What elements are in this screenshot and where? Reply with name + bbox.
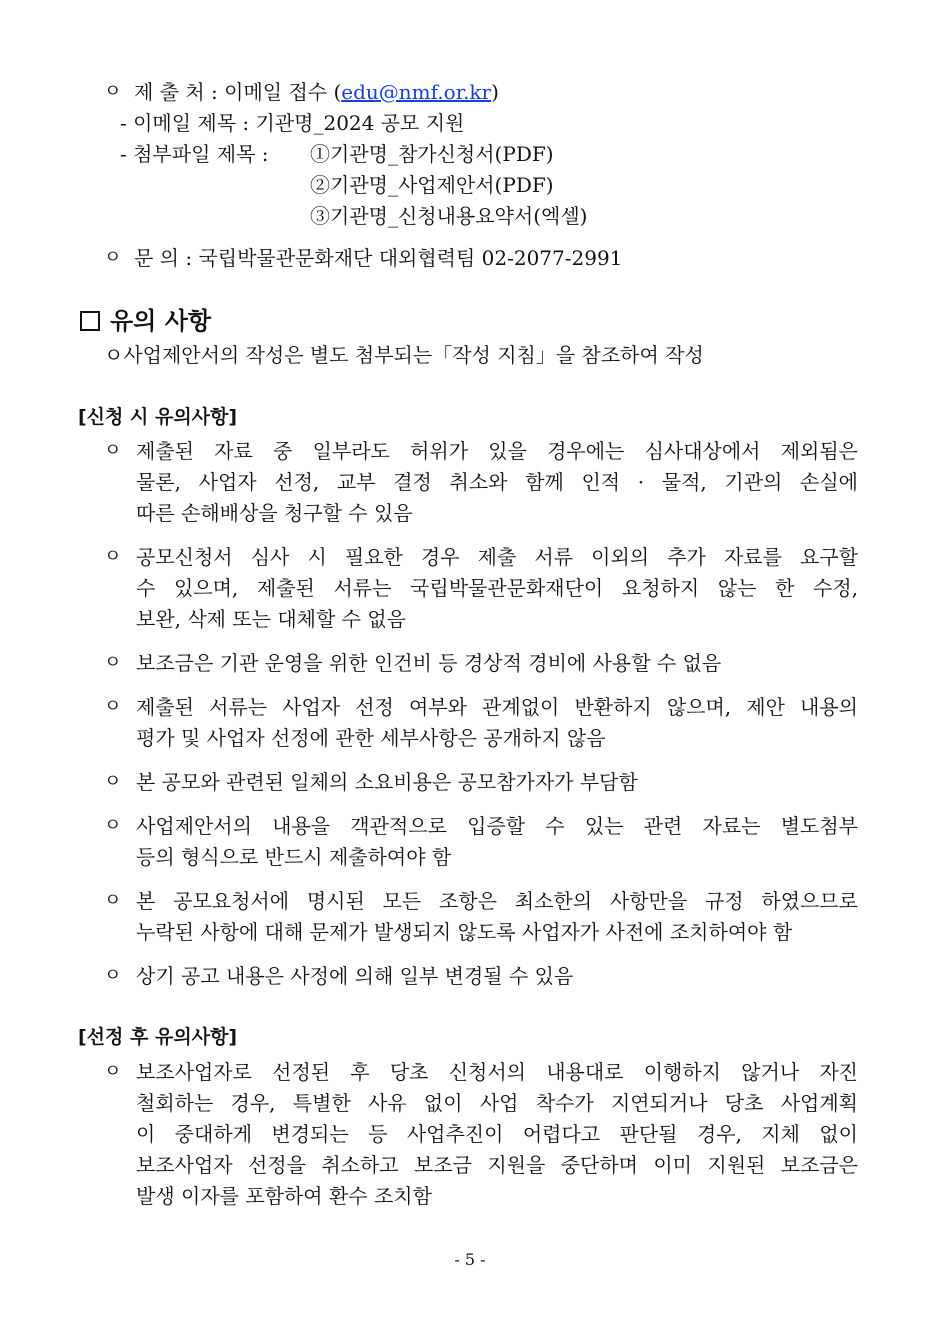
- notes-intro: ㅇ사업제안서의 작성은 별도 첨부되는「작성 지침」을 참조하여 작성: [104, 343, 704, 367]
- inquiry-line: 문 의 : 국립박물관문화재단 대외협력팀 02-2077-2991: [134, 246, 623, 270]
- list-item-line: 평가 및 사업자 선정에 관한 세부사항은 공개하지 않음: [136, 726, 606, 750]
- list-item-line: 상기 공고 내용은 사정에 의해 일부 변경될 수 있음: [136, 964, 574, 988]
- list-item-line: 사업제안서의 내용을 객관적으로 입증할 수 있는 관련 자료는 별도첨부: [136, 814, 858, 838]
- submission-close: ): [491, 80, 499, 104]
- checkbox-square-icon: [80, 311, 100, 331]
- list-item-line: 등의 형식으로 반드시 제출하여야 함: [136, 845, 452, 869]
- list-item-line: 누락된 사항에 대해 문제가 발생되지 않도록 사업자가 사전에 조치하여야 함: [136, 920, 793, 944]
- bullet-icon: ㅇ: [104, 965, 122, 986]
- list-item-line: 본 공모와 관련된 일체의 소요비용은 공모참가자가 부담함: [136, 770, 638, 794]
- list-item-line: 보조사업자 선정을 취소하고 보조금 지원을 중단하며 이미 지원된 보조금은: [136, 1153, 858, 1177]
- bullet-icon: ㅇ: [104, 1061, 122, 1082]
- list-item-line: 제출된 서류는 사업자 선정 여부와 관계없이 반환하지 않으며, 제안 내용의: [136, 695, 858, 719]
- bullet-icon: ㅇ: [104, 696, 122, 717]
- section-title-text: 유의 사항: [110, 307, 212, 335]
- list-item-line: 발생 이자를 포함하여 환수 조치함: [136, 1184, 432, 1208]
- list-item-line: 보조금은 기관 운영을 위한 인건비 등 경상적 경비에 사용할 수 없음: [136, 651, 722, 675]
- attachment-item: ①기관명_참가신청서(PDF): [310, 142, 554, 166]
- list-item-line: 수 있으며, 제출된 서류는 국립박물관문화재단이 요청하지 않는 한 수정,: [136, 576, 858, 600]
- attachment-item: ③기관명_신청내용요약서(엑셀): [310, 204, 588, 228]
- email-link[interactable]: edu@nmf.or.kr: [341, 80, 492, 104]
- bullet-icon: ㅇ: [104, 815, 122, 836]
- list-item-line: 보조사업자로 선정된 후 당초 신청서의 내용대로 이행하지 않거나 자진: [136, 1060, 858, 1084]
- bullet-icon: ㅇ: [104, 247, 122, 268]
- list-item-line: 이 중대하게 변경되는 등 사업추진이 어렵다고 판단될 경우, 지체 없이: [136, 1122, 858, 1146]
- attachment-item: ②기관명_사업제안서(PDF): [310, 173, 554, 197]
- submission-line: [134, 80, 499, 104]
- list-item-line: 보완, 삭제 또는 대체할 수 없음: [136, 607, 406, 631]
- bullet-icon: ㅇ: [104, 652, 122, 673]
- section-title: [80, 306, 211, 336]
- list-item-line: 따른 손해배상을 청구할 수 있음: [136, 501, 413, 525]
- bullet-icon: ㅇ: [104, 81, 122, 102]
- bullet-icon: ㅇ: [104, 546, 122, 567]
- list-item-line: 물론, 사업자 선정, 교부 결정 취소와 함께 인적 · 물적, 기관의 손실에: [136, 470, 858, 494]
- list-item-line: 본 공모요청서에 명시된 모든 조항은 최소한의 사항만을 규정 하였으므로: [136, 889, 858, 913]
- list-item-line: 제출된 자료 중 일부라도 허위가 있을 경우에는 심사대상에서 제외됨은: [136, 439, 858, 463]
- bullet-icon: ㅇ: [104, 890, 122, 911]
- attachment-label: - 첨부파일 제목 :: [120, 142, 269, 166]
- selection-heading: [선정 후 유의사항]: [78, 1026, 238, 1048]
- page-number: - 5 -: [454, 1250, 486, 1269]
- submission-label: 제 출 처 : 이메일 접수 (: [134, 80, 342, 104]
- bullet-icon: ㅇ: [104, 771, 122, 792]
- bullet-icon: ㅇ: [104, 440, 122, 461]
- list-item-line: 공모신청서 심사 시 필요한 경우 제출 서류 이외의 추가 자료를 요구할: [136, 545, 858, 569]
- email-subject-line: - 이메일 제목 : 기관명_2024 공모 지원: [120, 111, 465, 135]
- application-heading: [신청 시 유의사항]: [78, 406, 238, 428]
- list-item-line: 철회하는 경우, 특별한 사유 없이 사업 착수가 지연되거나 당초 사업계획: [136, 1091, 858, 1115]
